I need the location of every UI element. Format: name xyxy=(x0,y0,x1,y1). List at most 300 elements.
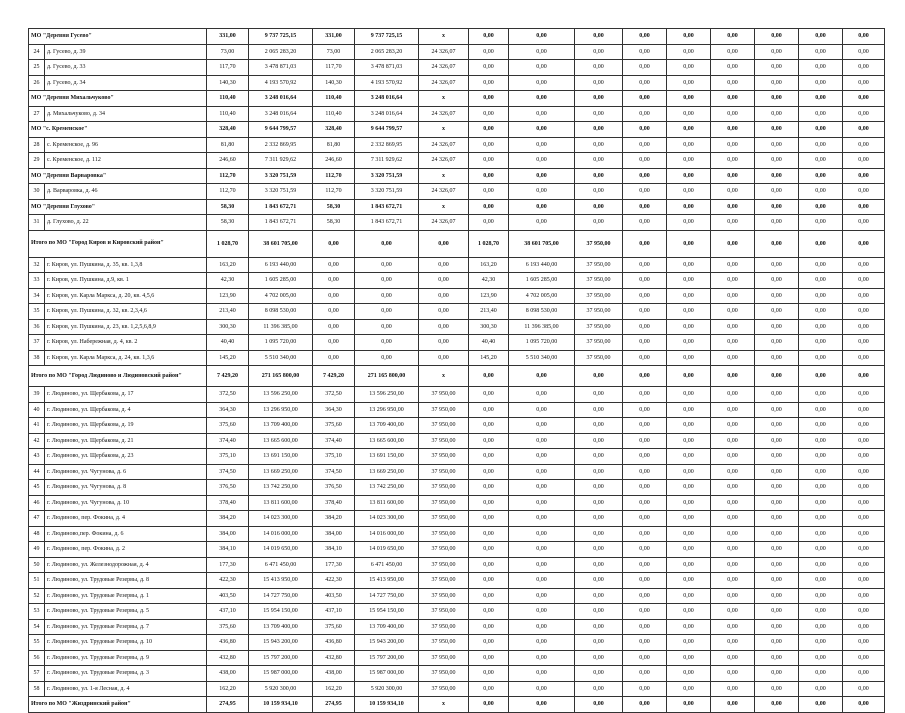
value-cell: 24 326,07 xyxy=(419,75,469,91)
value-cell: 73,00 xyxy=(313,44,355,60)
value-cell: 0,00 xyxy=(711,29,755,45)
value-cell: 0,00 xyxy=(799,402,843,418)
value-cell: 0,00 xyxy=(469,573,509,589)
value-cell: 0,00 xyxy=(313,288,355,304)
value-cell: 4 193 570,92 xyxy=(355,75,419,91)
value-cell: 0,00 xyxy=(469,153,509,169)
value-cell: 37 950,00 xyxy=(419,402,469,418)
address-cell: г. Киров, ул. Пушкина, д. 32, кв. 2,3,4,6 xyxy=(45,304,207,320)
value-cell: 0,00 xyxy=(355,335,419,351)
value-cell: 0,00 xyxy=(509,91,575,107)
value-cell: 0,00 xyxy=(575,449,623,465)
value-cell: 0,00 xyxy=(575,106,623,122)
value-cell: 0,00 xyxy=(575,122,623,138)
value-cell: 0,00 xyxy=(509,402,575,418)
value-cell: 0,00 xyxy=(509,168,575,184)
value-cell: 37 950,00 xyxy=(419,588,469,604)
value-cell: 438,00 xyxy=(207,666,249,682)
value-cell: 213,40 xyxy=(207,304,249,320)
value-cell: 37 950,00 xyxy=(419,681,469,697)
value-cell: 0,00 xyxy=(469,495,509,511)
value-cell: 1 028,70 xyxy=(207,230,249,257)
value-cell: 0,00 xyxy=(575,511,623,527)
value-cell: 0,00 xyxy=(509,480,575,496)
row-number: 30 xyxy=(29,184,45,200)
value-cell: 15 987 000,00 xyxy=(249,666,313,682)
value-cell: 0,00 xyxy=(575,495,623,511)
address-cell: г. Киров, ул. Пушкина, д. 35, кв. 1,3,8 xyxy=(45,257,207,273)
value-cell: 0,00 xyxy=(755,366,799,387)
table-row xyxy=(29,619,885,635)
value-cell: 0,00 xyxy=(799,304,843,320)
value-cell: 384,20 xyxy=(207,511,249,527)
value-cell: 0,00 xyxy=(575,199,623,215)
value-cell: 0,00 xyxy=(843,697,885,713)
value-cell: 37 950,00 xyxy=(419,511,469,527)
value-cell: 0,00 xyxy=(843,350,885,366)
value-cell: 24 326,07 xyxy=(419,153,469,169)
value-cell: 0,00 xyxy=(799,449,843,465)
value-cell: 0,00 xyxy=(799,122,843,138)
table-row xyxy=(29,635,885,651)
value-cell: 24 326,07 xyxy=(419,44,469,60)
address-cell: г. Людиново, ул. Трудовые Резервы, д. 3 xyxy=(45,666,207,682)
value-cell: 37 950,00 xyxy=(419,650,469,666)
value-cell: 1 843 672,71 xyxy=(355,199,419,215)
value-cell: 274,95 xyxy=(207,697,249,713)
value-cell: 0,00 xyxy=(755,335,799,351)
value-cell: 0,00 xyxy=(667,304,711,320)
value-cell: 0,00 xyxy=(509,137,575,153)
value-cell: 112,70 xyxy=(207,184,249,200)
value-cell: 0,00 xyxy=(711,495,755,511)
table-row xyxy=(29,304,885,320)
value-cell: 14 016 000,00 xyxy=(355,526,419,542)
value-cell: x xyxy=(419,199,469,215)
value-cell: 0,00 xyxy=(419,257,469,273)
value-cell: 0,00 xyxy=(509,433,575,449)
value-cell: 0,00 xyxy=(575,619,623,635)
value-cell: 374,50 xyxy=(207,464,249,480)
value-cell: 0,00 xyxy=(755,557,799,573)
value-cell: 0,00 xyxy=(509,464,575,480)
value-cell: 0,00 xyxy=(711,588,755,604)
value-cell: 0,00 xyxy=(667,215,711,231)
table-row xyxy=(29,257,885,273)
row-number: 26 xyxy=(29,75,45,91)
value-cell: 0,00 xyxy=(355,319,419,335)
value-cell: 0,00 xyxy=(711,604,755,620)
value-cell: 0,00 xyxy=(843,137,885,153)
value-cell: 0,00 xyxy=(843,184,885,200)
value-cell: 112,70 xyxy=(313,184,355,200)
value-cell: 0,00 xyxy=(843,153,885,169)
value-cell: 0,00 xyxy=(799,697,843,713)
address-cell: г. Киров, ул. Пушкина, д. 23, кв. 1,2,5,6,8,9 xyxy=(45,319,207,335)
value-cell: 0,00 xyxy=(623,230,667,257)
value-cell: 0,00 xyxy=(667,526,711,542)
value-cell: 0,00 xyxy=(623,257,667,273)
value-cell: 15 954 150,00 xyxy=(249,604,313,620)
table-row xyxy=(29,350,885,366)
value-cell: 0,00 xyxy=(313,319,355,335)
value-cell: 38 601 705,00 xyxy=(249,230,313,257)
value-cell: 13 669 250,00 xyxy=(249,464,313,480)
value-cell: 0,00 xyxy=(843,273,885,289)
value-cell: 0,00 xyxy=(799,650,843,666)
value-cell: 3 248 016,64 xyxy=(355,91,419,107)
value-cell: 0,00 xyxy=(623,168,667,184)
value-cell: 0,00 xyxy=(509,511,575,527)
value-cell: 0,00 xyxy=(667,511,711,527)
value-cell: 9 644 799,57 xyxy=(249,122,313,138)
value-cell: 37 950,00 xyxy=(575,257,623,273)
address-cell: г. Людиново, ул. Трудовые Резервы, д. 7 xyxy=(45,619,207,635)
value-cell: 81,80 xyxy=(313,137,355,153)
value-cell: 123,90 xyxy=(207,288,249,304)
group-row xyxy=(29,29,885,45)
value-cell: 0,00 xyxy=(623,681,667,697)
table-row xyxy=(29,288,885,304)
value-cell: 0,00 xyxy=(711,480,755,496)
value-cell: 0,00 xyxy=(799,526,843,542)
value-cell: 0,00 xyxy=(711,402,755,418)
group-label: Итого по МО "Город Людиново и Людиновский район" xyxy=(29,366,207,387)
table-row xyxy=(29,418,885,434)
value-cell: 0,00 xyxy=(667,681,711,697)
value-cell: 37 950,00 xyxy=(419,464,469,480)
value-cell: 384,10 xyxy=(207,542,249,558)
value-cell: 0,00 xyxy=(755,44,799,60)
value-cell: 0,00 xyxy=(799,153,843,169)
value-cell: 0,00 xyxy=(667,122,711,138)
value-cell: 0,00 xyxy=(711,335,755,351)
value-cell: 0,00 xyxy=(667,60,711,76)
value-cell: 0,00 xyxy=(799,215,843,231)
value-cell: 162,20 xyxy=(207,681,249,697)
row-number: 28 xyxy=(29,137,45,153)
address-cell: г. Людиново, ул. Трудовые Резервы, д. 5 xyxy=(45,604,207,620)
value-cell: 0,00 xyxy=(469,184,509,200)
value-cell: 0,00 xyxy=(755,495,799,511)
value-cell: 37 950,00 xyxy=(419,666,469,682)
value-cell: 0,00 xyxy=(667,619,711,635)
address-cell: д. Гусево, д. 33 xyxy=(45,60,207,76)
table-row xyxy=(29,75,885,91)
value-cell: 0,00 xyxy=(355,230,419,257)
value-cell: 13 742 250,00 xyxy=(249,480,313,496)
table-row xyxy=(29,542,885,558)
value-cell: 0,00 xyxy=(711,91,755,107)
value-cell: 0,00 xyxy=(711,526,755,542)
value-cell: 1 843 672,71 xyxy=(249,199,313,215)
value-cell: 437,10 xyxy=(207,604,249,620)
value-cell: 0,00 xyxy=(755,697,799,713)
value-cell: 0,00 xyxy=(469,433,509,449)
value-cell: 0,00 xyxy=(799,91,843,107)
value-cell: 0,00 xyxy=(469,137,509,153)
value-cell: 15 797 200,00 xyxy=(355,650,419,666)
address-cell: г. Людиново,пер. Фокина, д. 6 xyxy=(45,526,207,542)
value-cell: 0,00 xyxy=(799,511,843,527)
value-cell: 0,00 xyxy=(623,418,667,434)
value-cell: 0,00 xyxy=(575,604,623,620)
value-cell: 0,00 xyxy=(509,44,575,60)
table-row xyxy=(29,44,885,60)
value-cell: 0,00 xyxy=(575,184,623,200)
value-cell: 0,00 xyxy=(575,588,623,604)
row-number: 44 xyxy=(29,464,45,480)
value-cell: 1 605 285,00 xyxy=(249,273,313,289)
value-cell: 0,00 xyxy=(711,650,755,666)
row-number: 27 xyxy=(29,106,45,122)
value-cell: 38 601 705,00 xyxy=(509,230,575,257)
value-cell: 0,00 xyxy=(623,464,667,480)
value-cell: 13 296 950,00 xyxy=(249,402,313,418)
value-cell: 2 065 283,20 xyxy=(355,44,419,60)
value-cell: 110,40 xyxy=(207,106,249,122)
value-cell: 0,00 xyxy=(755,542,799,558)
value-cell: 0,00 xyxy=(623,480,667,496)
value-cell: 0,00 xyxy=(469,666,509,682)
value-cell: 0,00 xyxy=(755,449,799,465)
value-cell: x xyxy=(419,122,469,138)
value-cell: 0,00 xyxy=(575,153,623,169)
value-cell: 0,00 xyxy=(755,681,799,697)
value-cell: 0,00 xyxy=(623,635,667,651)
value-cell: 0,00 xyxy=(575,60,623,76)
address-cell: г. Киров, ул. Пушкина, д.9, кв. 1 xyxy=(45,273,207,289)
value-cell: 37 950,00 xyxy=(419,557,469,573)
row-number: 37 xyxy=(29,335,45,351)
value-cell: 300,30 xyxy=(207,319,249,335)
value-cell: 0,00 xyxy=(843,257,885,273)
value-cell: 0,00 xyxy=(667,402,711,418)
group-label: МО "с. Кременское" xyxy=(29,122,207,138)
value-cell: 15 413 950,00 xyxy=(355,573,419,589)
value-cell: 0,00 xyxy=(623,588,667,604)
value-cell: 37 950,00 xyxy=(419,433,469,449)
value-cell: 328,40 xyxy=(207,122,249,138)
value-cell: 0,00 xyxy=(469,122,509,138)
value-cell: 0,00 xyxy=(469,387,509,403)
value-cell: 375,60 xyxy=(207,418,249,434)
value-cell: 0,00 xyxy=(711,619,755,635)
value-cell: 0,00 xyxy=(509,122,575,138)
value-cell: 0,00 xyxy=(843,387,885,403)
value-cell: 432,80 xyxy=(207,650,249,666)
value-cell: 0,00 xyxy=(469,464,509,480)
table-row xyxy=(29,588,885,604)
row-number: 25 xyxy=(29,60,45,76)
value-cell: 8 098 530,00 xyxy=(249,304,313,320)
value-cell: 0,00 xyxy=(623,106,667,122)
value-cell: 0,00 xyxy=(843,91,885,107)
total-row xyxy=(29,366,885,387)
value-cell: 3 320 751,59 xyxy=(355,168,419,184)
value-cell: 0,00 xyxy=(711,418,755,434)
group-row xyxy=(29,91,885,107)
value-cell: 0,00 xyxy=(799,619,843,635)
value-cell: 0,00 xyxy=(799,288,843,304)
value-cell: 0,00 xyxy=(575,44,623,60)
group-label: Итого по МО "Город Киров и Кировский район" xyxy=(29,230,207,257)
value-cell: 0,00 xyxy=(575,137,623,153)
value-cell: 0,00 xyxy=(843,557,885,573)
value-cell: 0,00 xyxy=(509,199,575,215)
value-cell: 0,00 xyxy=(469,635,509,651)
value-cell: 0,00 xyxy=(667,75,711,91)
value-cell: 0,00 xyxy=(419,230,469,257)
value-cell: 0,00 xyxy=(623,304,667,320)
value-cell: 0,00 xyxy=(469,449,509,465)
value-cell: 6 471 450,00 xyxy=(355,557,419,573)
value-cell: 0,00 xyxy=(469,168,509,184)
value-cell: 0,00 xyxy=(711,199,755,215)
value-cell: 384,00 xyxy=(313,526,355,542)
value-cell: 0,00 xyxy=(419,304,469,320)
value-cell: 13 691 150,00 xyxy=(249,449,313,465)
value-cell: 1 095 720,00 xyxy=(249,335,313,351)
table-row xyxy=(29,480,885,496)
value-cell: 177,30 xyxy=(207,557,249,573)
value-cell: 117,70 xyxy=(207,60,249,76)
value-cell: 0,00 xyxy=(843,199,885,215)
row-number: 54 xyxy=(29,619,45,635)
value-cell: 0,00 xyxy=(843,650,885,666)
group-label: МО "Деревня Глухово" xyxy=(29,199,207,215)
value-cell: 7 311 929,62 xyxy=(249,153,313,169)
value-cell: 0,00 xyxy=(575,573,623,589)
value-cell: 0,00 xyxy=(509,215,575,231)
value-cell: 0,00 xyxy=(623,495,667,511)
value-cell: 140,30 xyxy=(207,75,249,91)
value-cell: 0,00 xyxy=(469,697,509,713)
value-cell: 331,00 xyxy=(313,29,355,45)
value-cell: 24 326,07 xyxy=(419,215,469,231)
value-cell: 112,70 xyxy=(207,168,249,184)
row-number: 55 xyxy=(29,635,45,651)
value-cell: 0,00 xyxy=(575,215,623,231)
value-cell: 0,00 xyxy=(799,257,843,273)
value-cell: 0,00 xyxy=(667,650,711,666)
address-cell: д. Варваровка, д. 46 xyxy=(45,184,207,200)
value-cell: 177,30 xyxy=(313,557,355,573)
value-cell: 0,00 xyxy=(799,433,843,449)
value-cell: 0,00 xyxy=(419,288,469,304)
table-row xyxy=(29,681,885,697)
value-cell: 3 248 016,64 xyxy=(355,106,419,122)
value-cell: 0,00 xyxy=(843,304,885,320)
value-cell: 3 320 751,59 xyxy=(355,184,419,200)
value-cell: 0,00 xyxy=(755,215,799,231)
value-cell: 14 727 750,00 xyxy=(355,588,419,604)
value-cell: 0,00 xyxy=(469,588,509,604)
value-cell: 0,00 xyxy=(667,273,711,289)
value-cell: 0,00 xyxy=(755,106,799,122)
value-cell: x xyxy=(419,91,469,107)
value-cell: 0,00 xyxy=(755,480,799,496)
value-cell: 436,80 xyxy=(207,635,249,651)
value-cell: 15 954 150,00 xyxy=(355,604,419,620)
value-cell: 0,00 xyxy=(469,526,509,542)
value-cell: 37 950,00 xyxy=(419,480,469,496)
value-cell: 6 471 450,00 xyxy=(249,557,313,573)
value-cell: 0,00 xyxy=(755,418,799,434)
value-cell: 0,00 xyxy=(755,273,799,289)
value-cell: 0,00 xyxy=(575,542,623,558)
value-cell: 0,00 xyxy=(711,681,755,697)
value-cell: 0,00 xyxy=(469,650,509,666)
table-row xyxy=(29,387,885,403)
table-row xyxy=(29,215,885,231)
value-cell: 14 019 650,00 xyxy=(249,542,313,558)
value-cell: 0,00 xyxy=(575,697,623,713)
value-cell: 0,00 xyxy=(755,387,799,403)
value-cell: 13 811 600,00 xyxy=(355,495,419,511)
value-cell: 37 950,00 xyxy=(575,230,623,257)
value-cell: 0,00 xyxy=(755,588,799,604)
value-cell: 9 644 799,57 xyxy=(355,122,419,138)
value-cell: 37 950,00 xyxy=(575,350,623,366)
value-cell: 0,00 xyxy=(711,350,755,366)
value-cell: 0,00 xyxy=(799,573,843,589)
value-cell: x xyxy=(419,697,469,713)
value-cell: 4 702 005,00 xyxy=(249,288,313,304)
value-cell: 15 413 950,00 xyxy=(249,573,313,589)
value-cell: 0,00 xyxy=(799,168,843,184)
value-cell: 13 709 400,00 xyxy=(249,619,313,635)
value-cell: 0,00 xyxy=(843,542,885,558)
value-cell: 6 193 440,00 xyxy=(509,257,575,273)
value-cell: 0,00 xyxy=(509,666,575,682)
value-cell: 7 311 929,62 xyxy=(355,153,419,169)
value-cell: 0,00 xyxy=(509,60,575,76)
value-cell: 0,00 xyxy=(799,387,843,403)
value-cell: 331,00 xyxy=(207,29,249,45)
value-cell: 0,00 xyxy=(509,588,575,604)
value-cell: 37 950,00 xyxy=(575,319,623,335)
value-cell: 0,00 xyxy=(711,304,755,320)
address-cell: г. Людиново, пер. Фокина, д. 4 xyxy=(45,511,207,527)
value-cell: 0,00 xyxy=(711,433,755,449)
table-row xyxy=(29,495,885,511)
value-cell: 73,00 xyxy=(207,44,249,60)
value-cell: 0,00 xyxy=(575,75,623,91)
value-cell: 0,00 xyxy=(667,153,711,169)
value-cell: 117,70 xyxy=(313,60,355,76)
value-cell: 0,00 xyxy=(667,29,711,45)
value-cell: 0,00 xyxy=(667,335,711,351)
value-cell: 0,00 xyxy=(799,350,843,366)
value-cell: 110,40 xyxy=(313,91,355,107)
value-cell: 0,00 xyxy=(711,511,755,527)
value-cell: 0,00 xyxy=(843,319,885,335)
row-number: 38 xyxy=(29,350,45,366)
value-cell: 37 950,00 xyxy=(419,387,469,403)
value-cell: 24 326,07 xyxy=(419,60,469,76)
value-cell: 3 478 871,03 xyxy=(355,60,419,76)
row-number: 47 xyxy=(29,511,45,527)
value-cell: 0,00 xyxy=(469,418,509,434)
address-cell: д. Глухово, д. 22 xyxy=(45,215,207,231)
value-cell: 0,00 xyxy=(755,75,799,91)
value-cell: 2 332 869,95 xyxy=(355,137,419,153)
row-number: 32 xyxy=(29,257,45,273)
value-cell: 432,80 xyxy=(313,650,355,666)
value-cell: 0,00 xyxy=(469,75,509,91)
value-cell: 0,00 xyxy=(667,44,711,60)
